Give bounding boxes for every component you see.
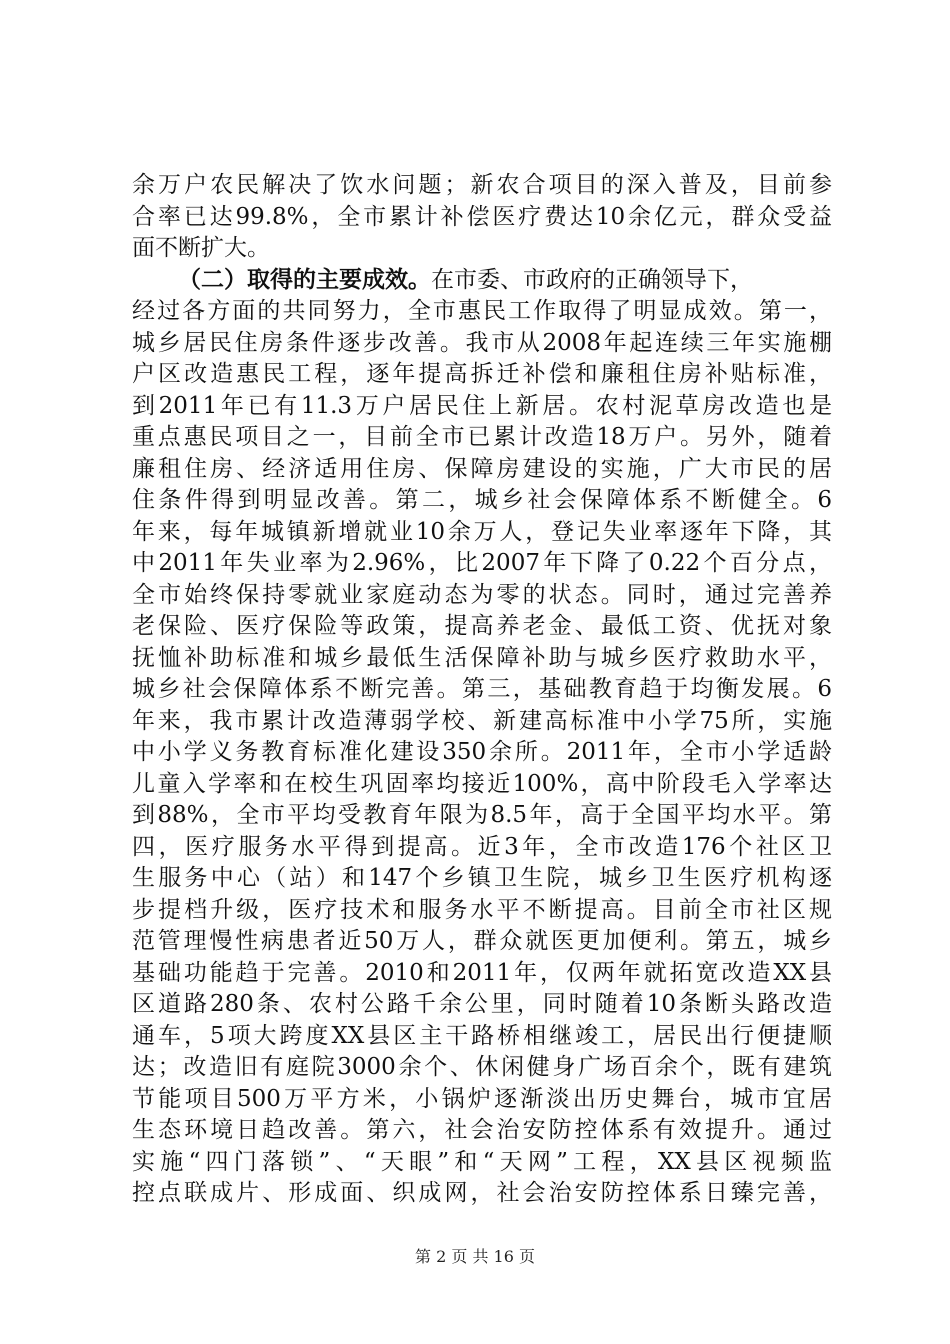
text-line: 户区改造惠民工程，逐年提高拆迁补偿和廉租住房补贴标准， <box>132 361 832 387</box>
text-line: 基础功能趋于完善。2010和2011年，仅两年就拓宽改造XX县 <box>132 959 832 986</box>
text-line: 儿童入学率和在校生巩固率均接近100%，高中阶段毛入学率达 <box>132 770 832 797</box>
text-line: 四，医疗服务水平得到提高。近3年，全市改造176个社区卫 <box>132 833 832 860</box>
text-line: 到2011年已有11.3万户居民住上新居。农村泥草房改造也是 <box>132 392 832 419</box>
text-line: 达；改造旧有庭院3000余个、休闲健身广场百余个，既有建筑 <box>132 1054 832 1080</box>
text-line: 年来，每年城镇新增就业10余万人，登记失业率逐年下降，其 <box>132 518 832 545</box>
text-line: 区道路280条、农村公路千余公里，同时随着10条断头路改造 <box>132 991 832 1017</box>
text-line: 住条件得到明显改善。第二，城乡社会保障体系不断健全。6 <box>132 487 832 513</box>
text-line: 到88%，全市平均受教育年限为8.5年，高于全国平均水平。第 <box>132 802 832 828</box>
section-heading-rest: 在市委、市政府的正确领导下， <box>431 266 753 293</box>
text-line: 老保险、医疗保险等政策，提高养老金、最低工资、优抚对象 <box>132 613 832 639</box>
text-line: 生态环境日趋改善。第六，社会治安防控体系有效提升。通过 <box>132 1117 832 1143</box>
text-line: 抚恤补助标准和城乡最低生活保障补助与城乡医疗救助水平， <box>132 644 832 671</box>
text-line: 年来，我市累计改造薄弱学校、新建高标准中小学75所，实施 <box>132 707 832 734</box>
text-line: 面不断扩大。 <box>132 235 270 261</box>
text-line: 经过各方面的共同努力，全市惠民工作取得了明显成效。第一， <box>132 298 832 324</box>
text-line: 全市始终保持零就业家庭动态为零的状态。同时，通过完善养 <box>132 581 832 608</box>
text-line: 廉租住房、经济适用住房、保障房建设的实施，广大市民的居 <box>132 455 832 482</box>
text-line: 步提档升级，医疗技术和服务水平不断提高。目前全市社区规 <box>132 896 832 923</box>
section-heading-line <box>132 265 832 297</box>
section-heading: （二）取得的主要成效。 <box>178 266 431 293</box>
text-line: 城乡居民住房条件逐步改善。我市从2008年起连续三年实施棚 <box>132 329 832 356</box>
text-line: 合率已达99.8%，全市累计补偿医疗费达10余亿元，群众受益 <box>132 203 832 230</box>
text-line: 重点惠民项目之一，目前全市已累计改造18万户。另外，随着 <box>132 424 832 450</box>
text-line: 控点联成片、形成面、织成网，社会治安防控体系日臻完善， <box>132 1180 832 1206</box>
text-line: 实施“四门落锁”、“天眼”和“天网”工程，XX县区视频监 <box>132 1148 832 1175</box>
text-line: 中小学义务教育标准化建设350余所。2011年，全市小学适龄 <box>132 739 832 765</box>
text-line: 节能项目500万平方米，小锅炉逐渐淡出历史舞台，城市宜居 <box>132 1085 832 1112</box>
text-line: 城乡社会保障体系不断完善。第三，基础教育趋于均衡发展。6 <box>132 676 832 702</box>
page-footer <box>0 1244 950 1267</box>
text-line: 生服务中心（站）和147个乡镇卫生院，城乡卫生医疗机构逐 <box>132 865 832 891</box>
text-line: 范管理慢性病患者近50万人，群众就医更加便利。第五，城乡 <box>132 928 832 954</box>
body-text <box>132 170 832 1210</box>
text-line: 通车，5项大跨度XX县区主干路桥相继竣工，居民出行便捷顺 <box>132 1022 832 1049</box>
page-number-label: 第 2 页 共 16 页 <box>415 1247 535 1266</box>
text-line: 中2011年失业率为2.96%，比2007年下降了0.22个百分点， <box>132 550 832 576</box>
text-line: 余万户农民解决了饮水问题；新农合项目的深入普及，目前参 <box>132 172 832 198</box>
